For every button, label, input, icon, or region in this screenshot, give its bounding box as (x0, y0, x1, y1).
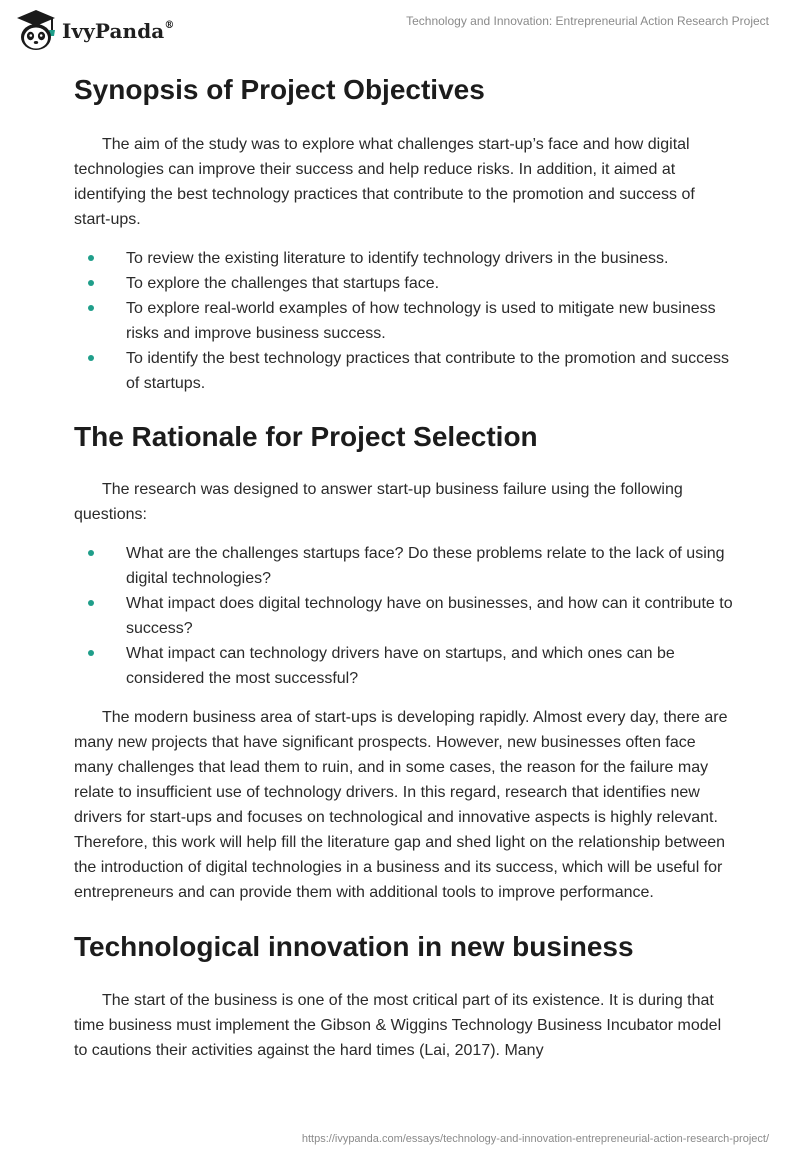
objectives-list (74, 246, 734, 396)
list-item: To explore real-world examples of how technology is used to mitigate new business risks and improve business success. (74, 296, 734, 346)
list-item: What impact can technology drivers have on startups, and which ones can be considered the most successful? (74, 641, 734, 691)
paragraph-rationale-body: The modern business area of start-ups is developing rapidly. Almost every day, there are many new projects that have significant prospects. However, new businesses often face many challenges that lead them to ruin, and in some cases, the reason for the failure may relate to insufficient use of technology drivers. In this regard, research that identifies new drivers for start-ups and focuses on technological and innovative aspects is highly relevant. Therefore, this work will help fill the literature gap and shed light on the relationship between the introduction of digital technologies in a business and its success, which will be useful for entrepreneurs and can provide them with additional tools to improve performance. (74, 709, 728, 901)
paragraph-innovation-intro: The start of the business is one of the most critical part of its existence. It is during that time business must implement the Gibson & Wiggins Technology Business Incubator model to cautions their activities against the hard times (Lai, 2017). Many (74, 992, 722, 1059)
research-questions-list (74, 541, 734, 691)
panda-graduate-icon (14, 8, 58, 52)
article-body (74, 72, 734, 1063)
list-item: To review the existing literature to identify technology drivers in the business. (74, 246, 734, 271)
paragraph-rationale-intro: The research was designed to answer start-up business failure using the following questions: (74, 481, 683, 523)
document-title: Technology and Innovation: Entrepreneurial Action Research Project (406, 14, 769, 28)
list-item: What are the challenges startups face? Do these problems relate to the lack of using digital technologies? (74, 541, 734, 591)
section-heading-rationale: The Rationale for Project Selection (74, 421, 538, 452)
source-url[interactable]: https://ivypanda.com/essays/technology-and-innovation-entrepreneurial-action-research-project/ (301, 1133, 769, 1145)
list-item: What impact does digital technology have on businesses, and how can it contribute to success? (74, 591, 734, 641)
paragraph-objectives-intro: The aim of the study was to explore what challenges start-up’s face and how digital technologies can improve their success and help reduce risks. In addition, it aimed at identifying the best technology practices that contribute to the promotion and success of start-ups. (74, 136, 695, 228)
section-heading-objectives: Synopsis of Project Objectives (74, 74, 485, 105)
brand-name: IvyPanda® (62, 19, 175, 43)
section-heading-innovation: Technological innovation in new business (74, 931, 634, 962)
list-item: To explore the challenges that startups face. (74, 271, 734, 296)
ivypanda-logo[interactable] (14, 8, 174, 52)
list-item: To identify the best technology practices that contribute to the promotion and success of startups. (74, 346, 734, 396)
page-header (0, 0, 800, 60)
